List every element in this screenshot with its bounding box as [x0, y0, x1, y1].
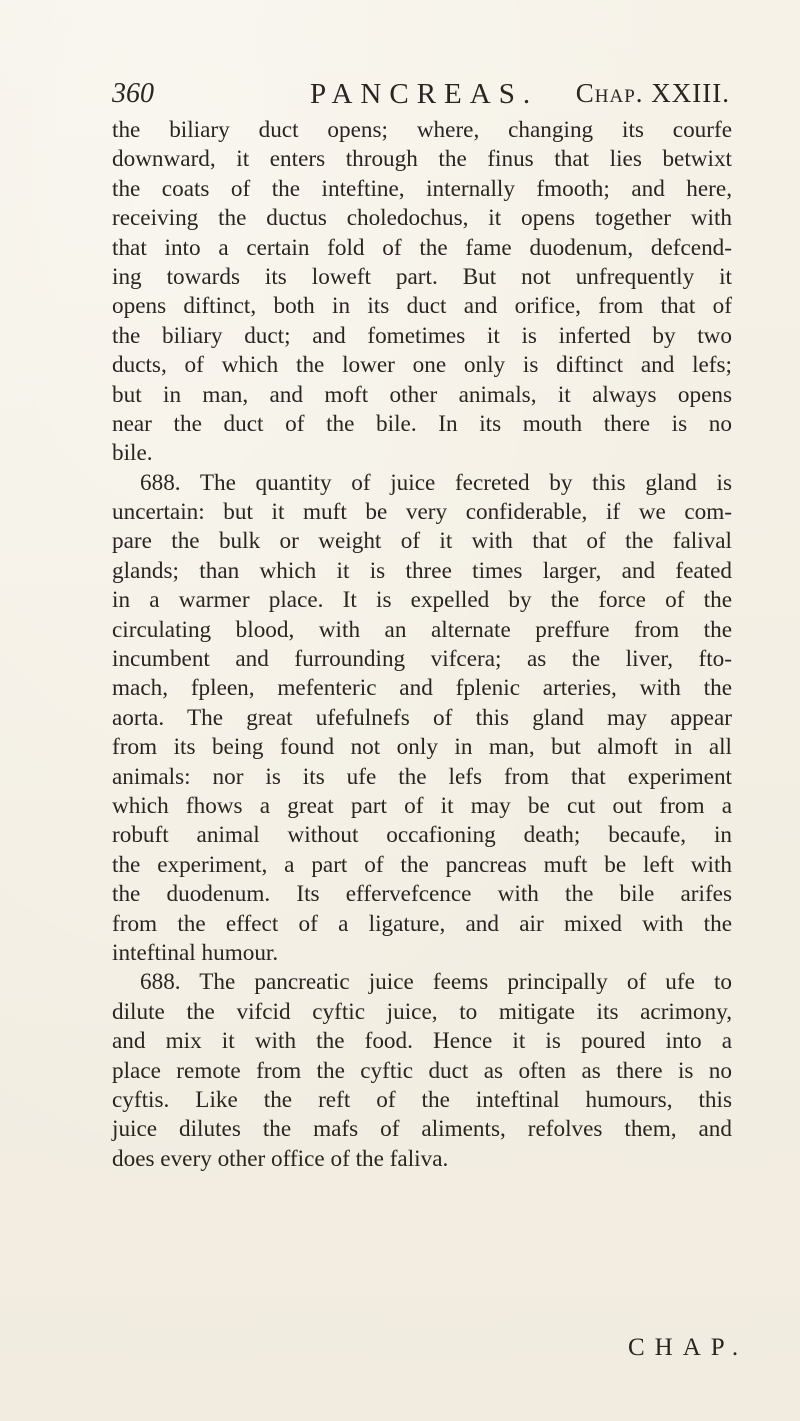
text-line: in a warmer place. It is expelled by the force of the: [112, 587, 732, 614]
text-line: dilute the vifcid cyftic juice, to mitigate its acrimony,: [112, 998, 732, 1025]
text-line: ing towards its loweft part. But not unfrequently it: [112, 263, 732, 290]
text-line: mach, fpleen, mefenteric and fplenic arteries, with the: [112, 675, 732, 702]
text-line: and mix it with the food. Hence it is poured into a: [112, 1028, 732, 1055]
text-line: the biliary duct opens; where, changing its courfe: [112, 117, 732, 143]
text-line: ducts, of which the lower one only is diftinct and lefs;: [112, 352, 732, 379]
text-line: aorta. The great ufefulnefs of this gland may appear: [112, 704, 732, 731]
page-number: 360: [112, 78, 154, 109]
text-line: 688. The pancreatic juice feems principally of ufe to: [140, 969, 732, 996]
paragraph: [112, 469, 732, 969]
text-line: glands; than which it is three times larger, and feated: [112, 557, 732, 584]
text-line: inteftinal humour.: [112, 939, 279, 966]
text-line: the coats of the inteftine, internally fmooth; and here,: [112, 175, 732, 202]
text-line: 688. The quantity of juice fecreted by this gland is: [140, 469, 732, 496]
text-line: the experiment, a part of the pancreas muft be left with: [112, 851, 732, 878]
text-line: downward, it enters through the finus that lies betwixt: [112, 146, 732, 173]
text-line: bile.: [112, 440, 153, 467]
text-line: circulating blood, with an alternate preffure from the: [112, 616, 732, 643]
text-line: opens diftinct, both in its duct and orifice, from that of: [112, 293, 732, 320]
running-head: [112, 78, 730, 118]
text-line: robuft animal without occafioning death; becaufe, in: [112, 822, 732, 849]
text-line: uncertain: but it muft be very confiderable, if we com-: [112, 499, 732, 526]
paragraph: [112, 968, 732, 1174]
text-line: the biliary duct; and fometimes it is inferted by two: [112, 322, 732, 349]
text-line: that into a certain fold of the fame duodenum, defcend-: [112, 234, 732, 261]
body-text: [112, 116, 732, 1174]
text-line: incumbent and furrounding vifcera; as the liver, fto-: [112, 646, 732, 673]
chapter-label: Chap. XXIII.: [575, 78, 730, 108]
text-line: juice dilutes the mafs of aliments, refolves them, and: [112, 1116, 732, 1143]
text-line: animals: nor is its ufe the lefs from that experiment: [112, 763, 732, 790]
text-line: pare the bulk or weight of it with that of the falival: [112, 528, 732, 555]
text-line: the duodenum. Its effervefcence with the bile arifes: [112, 881, 732, 908]
text-line: does every other office of the faliva.: [112, 1145, 449, 1172]
text-line: near the duct of the bile. In its mouth there is no: [112, 410, 732, 437]
text-line: cyftis. Like the reft of the inteftinal humours, this: [112, 1086, 732, 1113]
catchword: CHAP.: [628, 1334, 749, 1361]
text-line: but in man, and moft other animals, it always opens: [112, 381, 732, 408]
running-title: PANCREAS.: [310, 78, 539, 110]
text-line: receiving the ductus choledochus, it opens together with: [112, 205, 732, 232]
paragraph: [112, 116, 732, 469]
text-line: which fhows a great part of it may be cut out from a: [112, 792, 732, 819]
text-line: from its being found not only in man, but almoft in all: [112, 734, 732, 761]
text-line: place remote from the cyftic duct as often as there is no: [112, 1057, 732, 1084]
text-line: from the effect of a ligature, and air mixed with the: [112, 910, 732, 937]
